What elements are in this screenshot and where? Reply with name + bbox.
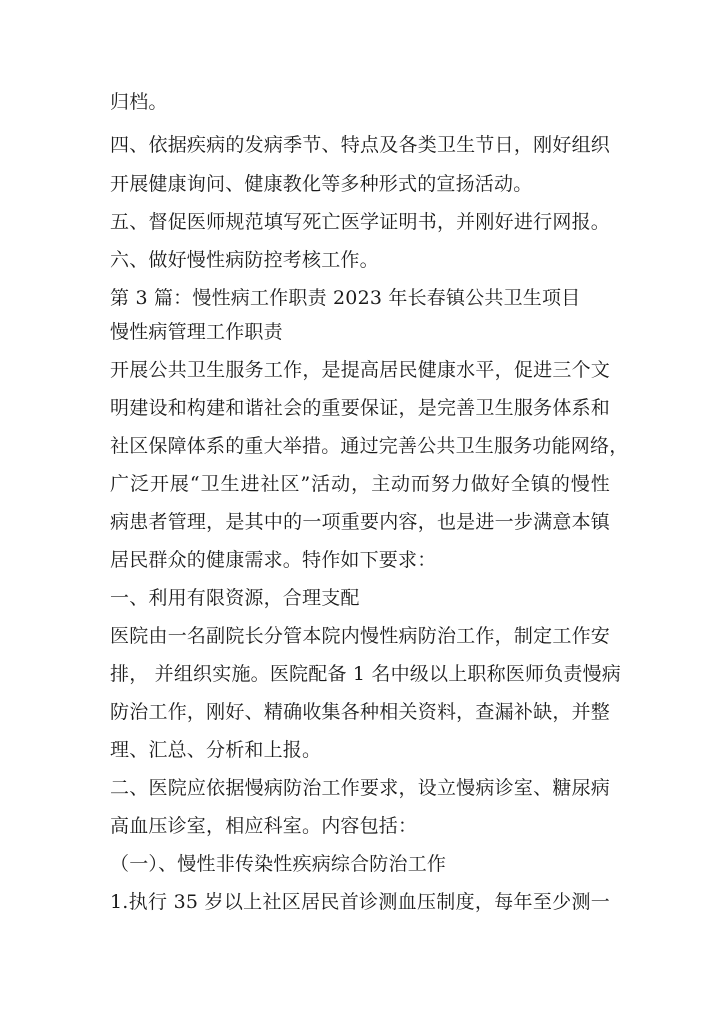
text-line: 理、汇总、分析和上报。	[110, 739, 322, 761]
section-heading: 第 3 篇：慢性病工作职责 2023 年长春镇公共卫生项目	[110, 287, 581, 309]
text-line: 明建设和构建和谐社会的重要保证，是完善卫生服务体系和	[110, 397, 610, 419]
text-line: 五、督促医师规范填写死亡医学证明书，并刚好进行网报。	[110, 211, 610, 233]
text-line: 广泛开展“卫生进社区”活动，主动而努力做好全镇的慢性	[110, 473, 610, 495]
text-line: 防治工作，刚好、精确收集各种相关资料，查漏补缺，并整	[110, 701, 610, 723]
section-heading: 慢性病管理工作职责	[110, 321, 283, 343]
text-line: 归档。	[110, 91, 168, 113]
text-line: 一、利用有限资源，合理支配	[110, 587, 360, 609]
text-line: 病患者管理，是其中的一项重要内容，也是进一步满意本镇	[110, 511, 610, 533]
text-line: 排， 并组织实施。医院配备 1 名中级以上职称医师负责慢病	[110, 663, 622, 685]
text-line: 四、依据疾病的发病季节、特点及各类卫生节日，刚好组织	[110, 134, 610, 156]
text-line: （一）、慢性非传染性疾病综合防治工作	[110, 853, 447, 875]
text-line: 开展健康询问、健康教化等多种形式的宣扬活动。	[110, 173, 533, 195]
text-line: 1.执行 35 岁以上社区居民首诊测血压制度，每年至少测一	[110, 891, 610, 913]
text-line: 高血压诊室，相应科室。内容包括：	[110, 815, 418, 837]
text-line: 二、医院应依据慢病防治工作要求，设立慢病诊室、糖尿病	[110, 777, 610, 799]
text-line: 六、做好慢性病防控考核工作。	[110, 249, 379, 271]
text-line: 开展公共卫生服务工作，是提高居民健康水平，促进三个文	[110, 359, 610, 381]
text-line: 医院由一名副院长分管本院内慢性病防治工作，制定工作安	[110, 625, 610, 647]
text-line: 居民群众的健康需求。特作如下要求：	[110, 549, 437, 571]
text-line: 社区保障体系的重大举措。通过完善公共卫生服务功能网络，	[110, 435, 629, 457]
